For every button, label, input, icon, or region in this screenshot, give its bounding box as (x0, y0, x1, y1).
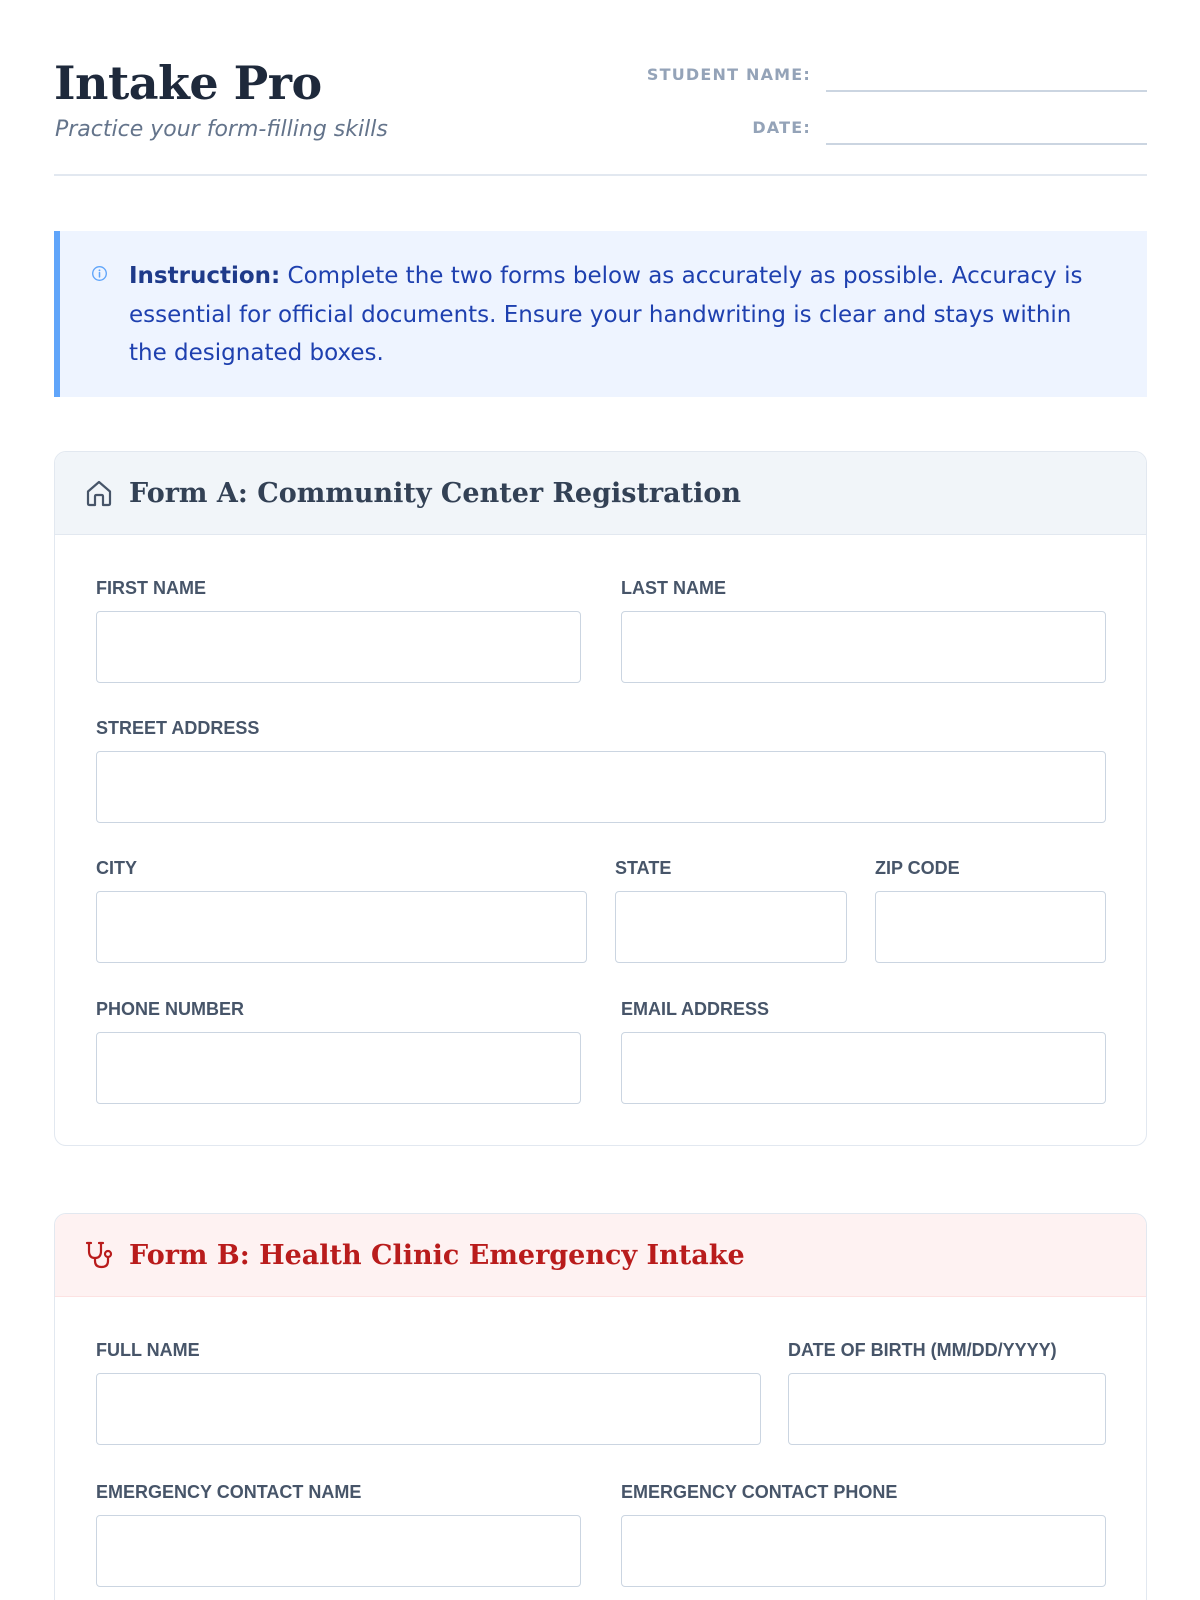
form-a-title: Form A: Community Center Registration (129, 477, 742, 509)
street-address-input[interactable] (96, 751, 1106, 823)
instruction-text (129, 257, 1109, 373)
state-input[interactable] (615, 891, 847, 963)
form-b-card (54, 1213, 1147, 1600)
zip-code-input[interactable] (875, 891, 1106, 963)
info-circle-icon (91, 265, 108, 282)
student-name-line[interactable] (826, 62, 1147, 92)
date-line[interactable] (826, 115, 1147, 145)
full-name-input[interactable] (96, 1373, 761, 1445)
student-name-row (611, 62, 1147, 92)
app-title: Intake Pro (54, 56, 322, 110)
phone-number-input[interactable] (96, 1032, 581, 1104)
email-address-label: EMAIL ADDRESS (621, 999, 770, 1019)
student-name-label: STUDENT NAME: (646, 65, 811, 84)
street-address-label: STREET ADDRESS (96, 718, 260, 738)
house-icon (83, 477, 115, 509)
state-label: STATE (615, 858, 672, 878)
form-b-header (55, 1214, 1146, 1297)
emergency-contact-name-label: EMERGENCY CONTACT NAME (96, 1482, 362, 1502)
zip-code-label: ZIP CODE (875, 858, 960, 878)
first-name-label: FIRST NAME (96, 578, 206, 598)
date-row (611, 115, 1147, 145)
full-name-label: FULL NAME (96, 1340, 200, 1360)
form-a-card (54, 451, 1147, 1146)
form-b-title: Form B: Health Clinic Emergency Intake (129, 1239, 745, 1271)
header (54, 0, 1147, 176)
city-input[interactable] (96, 891, 587, 963)
last-name-input[interactable] (621, 611, 1106, 683)
emergency-contact-phone-label: EMERGENCY CONTACT PHONE (621, 1482, 898, 1502)
email-address-input[interactable] (621, 1032, 1106, 1104)
instruction-box (54, 231, 1147, 397)
date-label: DATE: (752, 118, 811, 137)
city-label: CITY (96, 858, 138, 878)
date-of-birth-input[interactable] (788, 1373, 1106, 1445)
stethoscope-icon (83, 1239, 115, 1271)
emergency-contact-name-input[interactable] (96, 1515, 581, 1587)
emergency-contact-phone-input[interactable] (621, 1515, 1106, 1587)
instruction-lead: Instruction: (129, 263, 281, 289)
form-a-header (55, 452, 1146, 535)
worksheet-page (54, 0, 1147, 1502)
phone-number-label: PHONE NUMBER (96, 999, 245, 1019)
date-of-birth-label: DATE OF BIRTH (MM/DD/YYYY) (788, 1340, 1057, 1360)
instruction-body: Complete the two forms below as accurately as possible. Accuracy is essential for official documents. Ensure your handwriting is clear and stays within the designated boxes. (129, 263, 1083, 366)
app-subtitle: Practice your form-filling skills (55, 117, 388, 142)
first-name-input[interactable] (96, 611, 581, 683)
last-name-label: LAST NAME (621, 578, 726, 598)
